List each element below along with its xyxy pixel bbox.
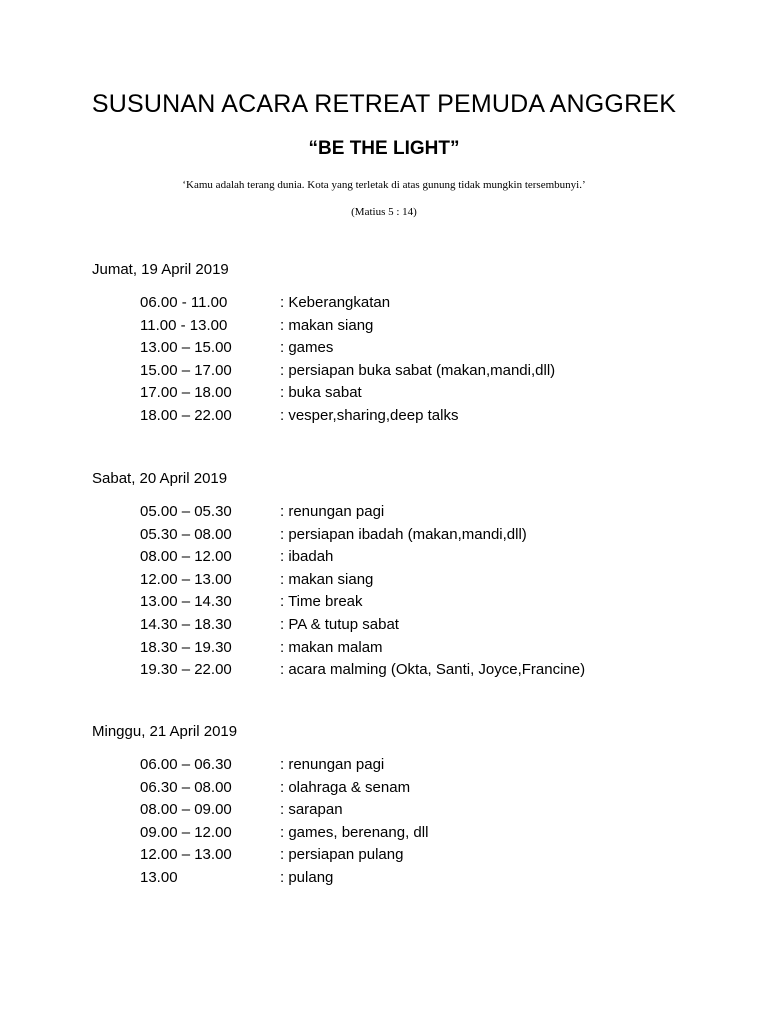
schedule-row (140, 382, 700, 405)
activity-label: : renungan pagi (280, 503, 385, 520)
schedule-row (140, 569, 700, 592)
time-slot: 19.30 – 22.00 (140, 661, 232, 679)
time-slot: 05.30 – 08.00 (140, 525, 232, 543)
activity-label: : sarapan (280, 801, 343, 819)
time-slot: 06.00 - 11.00 (140, 294, 228, 311)
activity-label: : buka sabat (280, 384, 362, 402)
time-slot: 06.00 – 06.30 (140, 756, 232, 773)
time-slot: 13.00 – 15.00 (140, 339, 232, 357)
schedule-row (140, 524, 700, 547)
activity-label: : persiapan pulang (280, 846, 404, 864)
time-slot: 05.00 – 05.30 (140, 503, 232, 520)
day-heading-jumat: Jumat, 19 April 2019 (92, 261, 229, 278)
schedule-row (140, 659, 700, 682)
activity-label: : makan siang (280, 570, 374, 588)
schedule-row (140, 315, 700, 338)
schedule-jumat (140, 292, 700, 428)
bible-verse: ‘Kamu adalah terang dunia. Kota yang terletak di atas gunung tidak mungkin tersembunyi.’ (182, 179, 586, 191)
schedule-row (140, 637, 700, 660)
time-slot: 12.00 – 13.00 (140, 570, 232, 588)
time-slot: 18.00 – 22.00 (140, 406, 232, 424)
activity-label: : renungan pagi (280, 756, 385, 773)
schedule-row (140, 360, 700, 383)
schedule-row (140, 405, 700, 428)
activity-label: : ibadah (280, 548, 334, 566)
activity-label: : persiapan buka sabat (makan,mandi,dll) (280, 361, 556, 379)
activity-label: : PA & tutup sabat (280, 615, 399, 633)
schedule-row (140, 777, 700, 800)
activity-label: : acara malming (Okta, Santi, Joyce,Francine) (280, 661, 586, 679)
theme-title: “BE THE LIGHT” (308, 138, 460, 159)
schedule-row (140, 822, 700, 845)
schedule-sabat (140, 501, 700, 682)
time-slot: 09.00 – 12.00 (140, 823, 232, 841)
schedule-row (140, 867, 700, 890)
activity-label: : persiapan ibadah (makan,mandi,dll) (280, 525, 527, 543)
activity-label: : Keberangkatan (280, 294, 391, 311)
verse-reference: (Matius 5 : 14) (351, 206, 417, 218)
time-slot: 14.30 – 18.30 (140, 615, 232, 633)
schedule-row (140, 614, 700, 637)
activity-label: : makan malam (280, 638, 383, 656)
activity-label: : pulang (280, 868, 334, 886)
schedule-row (140, 844, 700, 867)
activity-label: : Time break (280, 593, 363, 611)
activity-label: : games, berenang, dll (280, 823, 429, 841)
time-slot: 06.30 – 08.00 (140, 778, 232, 796)
schedule-minggu (140, 754, 700, 890)
schedule-row (140, 799, 700, 822)
schedule-row (140, 501, 700, 524)
time-slot: 08.00 – 09.00 (140, 801, 232, 819)
activity-label: : olahraga & senam (280, 778, 411, 796)
day-heading-minggu: Minggu, 21 April 2019 (92, 723, 238, 740)
time-slot: 17.00 – 18.00 (140, 384, 232, 402)
activity-label: : makan siang (280, 316, 374, 334)
schedule-row (140, 337, 700, 360)
activity-label: : vesper,sharing,deep talks (280, 406, 459, 424)
schedule-row (140, 591, 700, 614)
document-title: SUSUNAN ACARA RETREAT PEMUDA ANGGREK (91, 90, 677, 118)
time-slot: 11.00 - 13.00 (140, 316, 228, 334)
schedule-row (140, 292, 700, 315)
schedule-row (140, 546, 700, 569)
day-heading-sabat: Sabat, 20 April 2019 (92, 470, 228, 487)
time-slot: 15.00 – 17.00 (140, 361, 232, 379)
schedule-row (140, 754, 700, 777)
time-slot: 13.00 (140, 868, 178, 886)
time-slot: 12.00 – 13.00 (140, 846, 232, 864)
activity-label: : games (280, 339, 334, 357)
time-slot: 13.00 – 14.30 (140, 593, 232, 611)
time-slot: 08.00 – 12.00 (140, 548, 232, 566)
time-slot: 18.30 – 19.30 (140, 638, 232, 656)
